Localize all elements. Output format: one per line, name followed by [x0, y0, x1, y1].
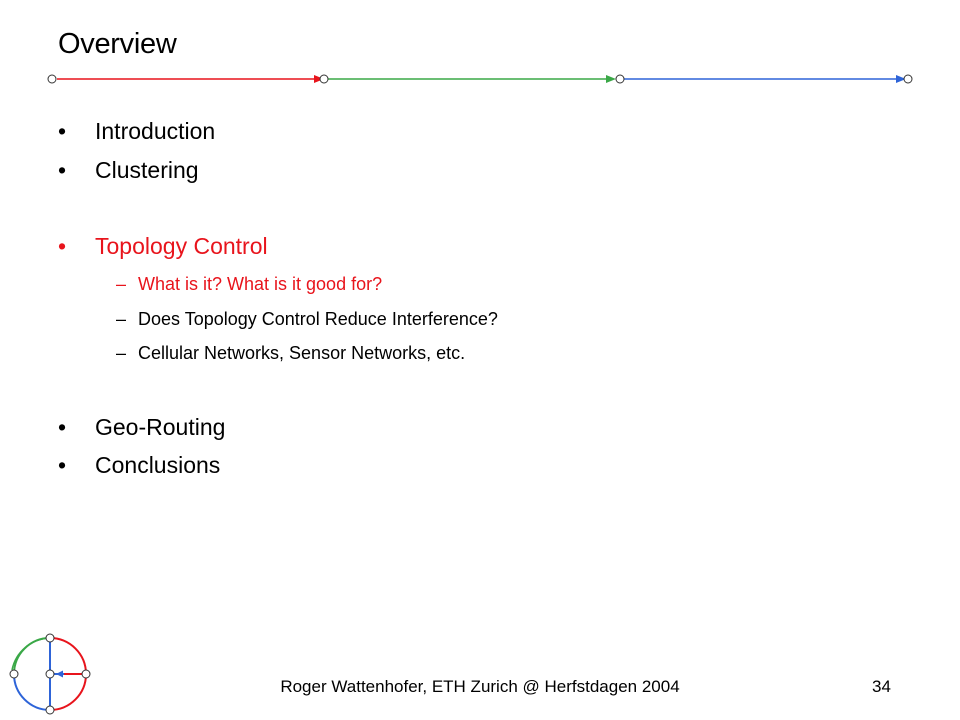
bullet-item — [58, 157, 199, 184]
bullet-marker: • — [58, 157, 67, 183]
slide-title: Overview — [58, 28, 177, 60]
bullet-text: Topology Control — [95, 233, 268, 259]
subbullet-text: What is it? What is it good for? — [138, 274, 383, 294]
bullet-text: Geo-Routing — [95, 414, 226, 440]
bullet-item — [58, 118, 215, 145]
bullet-item — [58, 414, 225, 441]
dash-marker: – — [116, 343, 127, 363]
bullet-marker: • — [58, 233, 67, 259]
dash-marker: – — [116, 309, 127, 329]
bullet-text: Introduction — [95, 118, 216, 144]
bullet-marker: • — [58, 118, 67, 144]
slide-footer: Roger Wattenhofer, ETH Zurich @ Herfstdagen 2004 — [280, 677, 680, 696]
dash-marker: – — [116, 274, 127, 294]
network-logo-icon — [8, 632, 92, 716]
subbullet-item-highlighted — [116, 274, 382, 295]
bullet-text: Conclusions — [95, 452, 221, 478]
subbullet-item — [116, 343, 465, 364]
bullet-item-highlighted — [58, 233, 268, 260]
bullet-marker: • — [58, 414, 67, 440]
header-progress-arrows — [0, 0, 960, 100]
subbullet-item — [116, 309, 498, 330]
subbullet-text: Does Topology Control Reduce Interference? — [138, 309, 498, 329]
page-number: 34 — [872, 677, 891, 696]
subbullet-text: Cellular Networks, Sensor Networks, etc. — [138, 343, 466, 363]
bullet-text: Clustering — [95, 157, 199, 183]
bullet-item — [58, 452, 220, 479]
bullet-marker: • — [58, 452, 67, 478]
